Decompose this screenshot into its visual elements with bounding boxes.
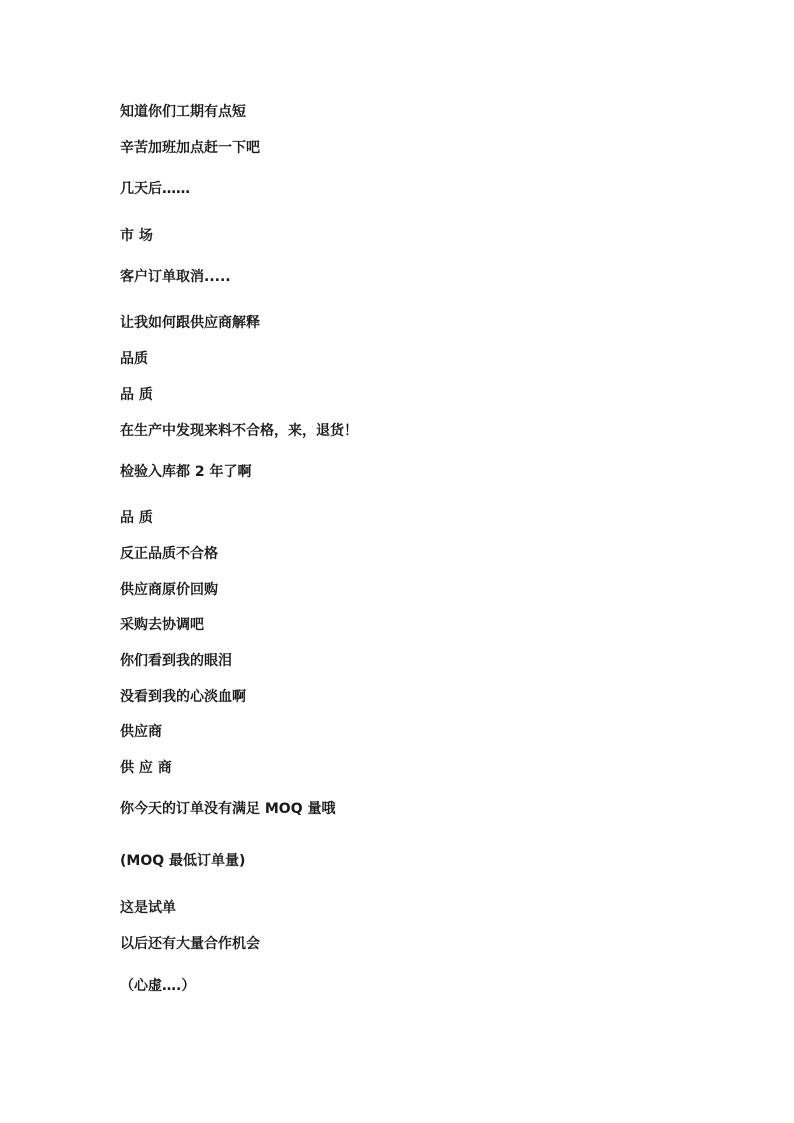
text-line: 以后还有大量合作机会 (120, 936, 260, 952)
text-line: 这是试单 (120, 900, 176, 916)
section-heading-quality: 品 质 (120, 387, 153, 403)
section-heading-market: 市 场 (120, 228, 153, 244)
section-heading-supplier: 供 应 商 (120, 760, 172, 776)
text-line: (MOQ 最低订单量) (120, 853, 246, 869)
section-heading-quality: 品 质 (120, 510, 153, 526)
text-line: 检验入库都 2 年了啊 (120, 464, 252, 480)
text-line: 采购去协调吧 (120, 617, 204, 633)
text-line: （心虚….） (120, 978, 196, 994)
text-line: 让我如何跟供应商解释 (120, 315, 260, 331)
text-line: 知道你们工期有点短 (120, 104, 246, 120)
text-line: 没看到我的心淡血啊 (120, 689, 246, 705)
text-line: 客户订单取消..... (120, 269, 231, 285)
text-line: 品质 (120, 351, 148, 367)
text-line: 辛苦加班加点赶一下吧 (120, 140, 260, 156)
text-line: 你今天的订单没有满足 MOQ 量哦 (120, 801, 336, 817)
text-line: 在生产中发现来料不合格，来，退货！ (120, 423, 358, 439)
text-line: 反正品质不合格 (120, 546, 218, 562)
text-line: 供应商原价回购 (120, 582, 218, 598)
text-line: 几天后…… (120, 181, 190, 197)
text-line: 供应商 (120, 724, 162, 740)
text-line: 你们看到我的眼泪 (120, 653, 232, 669)
